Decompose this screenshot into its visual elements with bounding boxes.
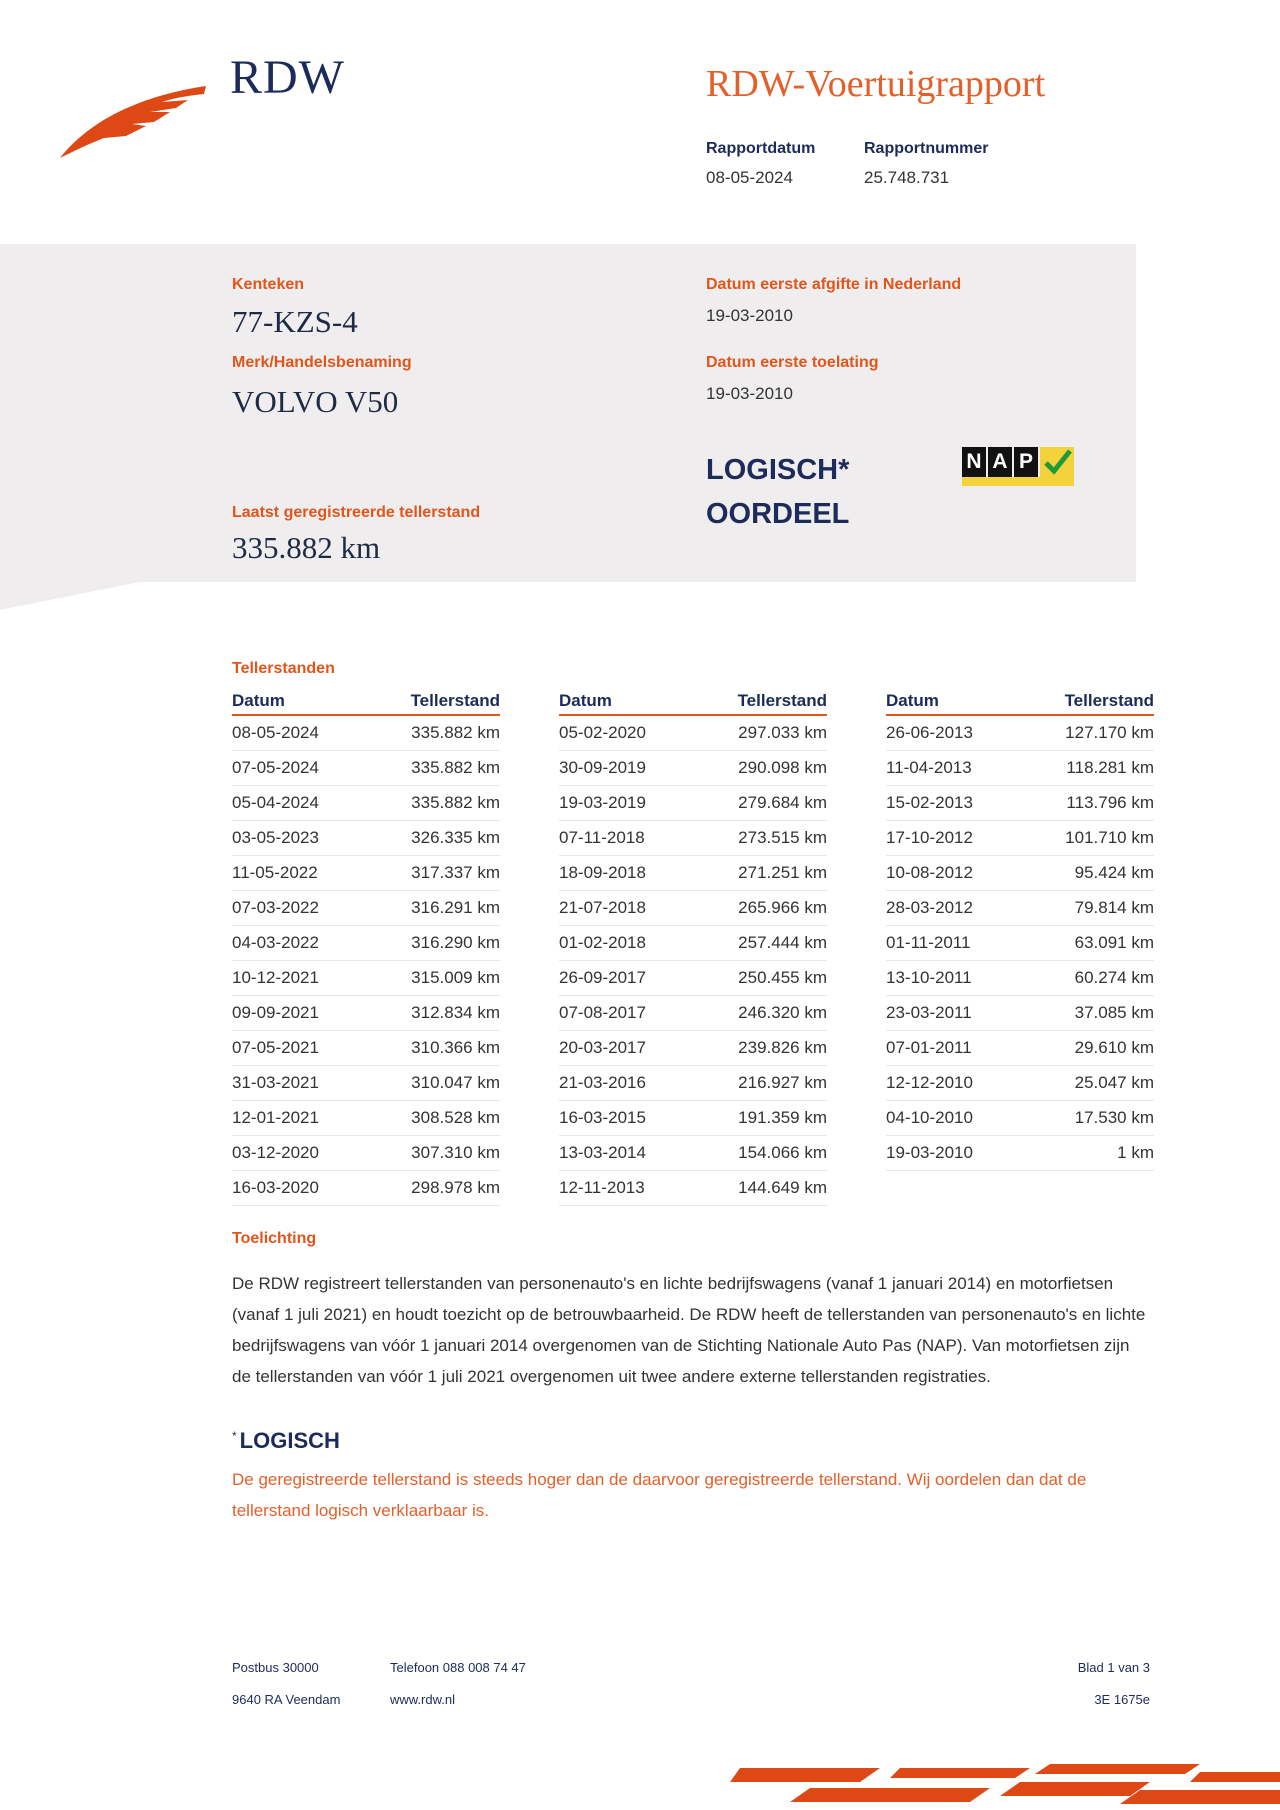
date-header: Datum — [232, 691, 285, 710]
verdict — [706, 448, 849, 536]
reading-km: 216.927 km — [738, 1073, 827, 1092]
first-issue-nl-value: 19-03-2010 — [706, 306, 793, 325]
reading-km: 17.530 km — [1074, 1108, 1154, 1127]
verdict-note-heading: LOGISCH — [239, 1428, 340, 1453]
table-row — [886, 821, 1154, 856]
table-row — [232, 856, 500, 891]
table-row — [232, 751, 500, 786]
reading-km: 307.310 km — [411, 1143, 500, 1162]
table-row — [886, 1101, 1154, 1136]
first-issue-nl-label: Datum eerste afgifte in Nederland — [706, 276, 962, 293]
table-row — [559, 786, 827, 821]
reading-date: 10-12-2021 — [232, 968, 319, 987]
reading-km: 298.978 km — [411, 1178, 500, 1197]
readings-column-1 — [232, 690, 500, 1206]
reading-km: 101.710 km — [1065, 828, 1154, 847]
reading-km: 1 km — [1117, 1143, 1154, 1162]
table-row — [232, 1101, 500, 1136]
reading-km: 257.444 km — [738, 933, 827, 952]
nap-letter: N — [962, 447, 986, 477]
table-row — [886, 996, 1154, 1031]
table-row — [559, 1031, 827, 1066]
odometer-value: 335.882 km — [232, 530, 381, 565]
reading-date: 07-11-2018 — [559, 828, 645, 847]
make-value: VOLVO V50 — [232, 384, 399, 419]
reading-km: 25.047 km — [1074, 1073, 1154, 1092]
plate-value: 77-KZS-4 — [232, 304, 358, 339]
footer-page: Blad 1 van 3 — [1077, 1660, 1150, 1675]
reading-date: 16-03-2015 — [559, 1108, 646, 1127]
table-row — [886, 1031, 1154, 1066]
explanation-title: Toelichting — [232, 1230, 317, 1247]
reading-km: 144.649 km — [738, 1178, 827, 1197]
reading-date: 07-05-2024 — [232, 758, 319, 777]
table-row — [232, 1136, 500, 1171]
reading-date: 16-03-2020 — [232, 1178, 319, 1197]
footer-website[interactable]: www.rdw.nl — [390, 1692, 456, 1707]
table-row — [559, 891, 827, 926]
reading-km: 191.359 km — [738, 1108, 827, 1127]
report-title: RDW-Voertuigrapport — [706, 63, 1046, 105]
table-row — [559, 996, 827, 1031]
reading-date: 13-03-2014 — [559, 1143, 646, 1162]
reading-km: 29.610 km — [1074, 1038, 1154, 1057]
readings-title: Tellerstanden — [232, 660, 335, 677]
reading-date: 26-06-2013 — [886, 723, 973, 742]
reading-date: 21-07-2018 — [559, 898, 646, 917]
reading-km: 273.515 km — [738, 828, 827, 847]
reading-km: 335.882 km — [411, 723, 500, 742]
reading-km: 316.291 km — [411, 898, 500, 917]
verdict-note-title — [232, 1428, 340, 1454]
table-row — [559, 1101, 827, 1136]
footer-code: 3E 1675e — [1094, 1692, 1150, 1707]
reading-km: 290.098 km — [738, 758, 827, 777]
report-date: 08-05-2024 — [706, 168, 793, 187]
reading-date: 01-11-2011 — [886, 933, 971, 952]
readings-header — [232, 690, 500, 716]
nap-letter: P — [1014, 447, 1038, 477]
check-icon — [1040, 447, 1074, 477]
first-admission-label: Datum eerste toelating — [706, 354, 879, 371]
reading-date: 07-05-2021 — [232, 1038, 319, 1057]
table-row — [232, 1031, 500, 1066]
verdict-line2: OORDEEL — [706, 498, 850, 530]
reading-date: 18-09-2018 — [559, 863, 646, 882]
readings-column-3 — [886, 690, 1154, 1171]
report-date-label: Rapportdatum — [706, 140, 816, 157]
explanation-text: De RDW registreert tellerstanden van personenauto's en lichte bedrijfswagens (vanaf 1 januari 2014) en motorfietsen (vanaf 1 juli 2021) en houdt toezicht op de betrouwbaarheid. De RDW heeft de tellerstanden van personenauto's en lichte bedrijfswagens van vóór 1 januari 2014 overgenomen van de Stichting Nationale Auto Pas (NAP). Van motorfietsen zijn de tellerstanden van vóór 1 juli 2021 overgenomen uit twee andere externe tellerstanden registraties. — [232, 1274, 1146, 1386]
decorative-stripes — [730, 1760, 1280, 1810]
table-row — [232, 786, 500, 821]
table-row — [886, 891, 1154, 926]
verdict-note-mark: * — [232, 1428, 237, 1443]
verdict-line1: LOGISCH* — [706, 454, 850, 486]
reading-km: 239.826 km — [738, 1038, 827, 1057]
table-row — [559, 1066, 827, 1101]
table-row — [232, 961, 500, 996]
table-row — [886, 1136, 1154, 1171]
table-row — [886, 786, 1154, 821]
readings-header — [886, 690, 1154, 716]
table-row — [232, 1171, 500, 1206]
table-row — [886, 926, 1154, 961]
reading-km: 95.424 km — [1074, 863, 1154, 882]
reading-km: 297.033 km — [738, 723, 827, 742]
table-row — [559, 961, 827, 996]
date-header: Datum — [886, 691, 939, 710]
reading-date: 04-10-2010 — [886, 1108, 973, 1127]
table-row — [886, 716, 1154, 751]
rdw-logo-icon — [58, 82, 208, 162]
report-number-label: Rapportnummer — [864, 140, 989, 157]
reading-date: 28-03-2012 — [886, 898, 973, 917]
reading-date: 08-05-2024 — [232, 723, 319, 742]
footer-city: 9640 RA Veendam — [232, 1692, 341, 1707]
reading-km: 127.170 km — [1065, 723, 1154, 742]
reading-km: 250.455 km — [738, 968, 827, 987]
logo-text: RDW — [230, 51, 345, 104]
reading-date: 19-03-2010 — [886, 1143, 973, 1162]
table-row — [559, 926, 827, 961]
reading-km: 326.335 km — [411, 828, 500, 847]
verdict-note-text: De geregistreerde tellerstand is steeds hoger dan de daarvoor geregistreerde tellerstand. Wij oordelen dan dat de tellerstand logisch verklaarbaar is. — [232, 1470, 1087, 1520]
reading-date: 30-09-2019 — [559, 758, 646, 777]
reading-date: 12-12-2010 — [886, 1073, 973, 1092]
reading-date: 10-08-2012 — [886, 863, 973, 882]
reading-date: 03-05-2023 — [232, 828, 319, 847]
reading-date: 09-09-2021 — [232, 1003, 319, 1022]
nap-logo — [962, 447, 1074, 487]
table-row — [559, 1171, 827, 1206]
reading-km: 317.337 km — [411, 863, 500, 882]
reading-km: 154.066 km — [738, 1143, 827, 1162]
table-row — [559, 821, 827, 856]
reading-km: 265.966 km — [738, 898, 827, 917]
reading-km: 79.814 km — [1074, 898, 1154, 917]
report-number: 25.748.731 — [864, 168, 950, 187]
date-header: Datum — [559, 691, 612, 710]
reading-date: 07-01-2011 — [886, 1038, 972, 1057]
table-row — [232, 1066, 500, 1101]
reading-km: 246.320 km — [738, 1003, 827, 1022]
reading-date: 11-04-2013 — [886, 758, 972, 777]
readings-header — [559, 690, 827, 716]
reading-date: 26-09-2017 — [559, 968, 646, 987]
table-row — [232, 926, 500, 961]
reading-km: 271.251 km — [738, 863, 827, 882]
reading-km: 63.091 km — [1074, 933, 1154, 952]
odometer-label: Laatst geregistreerde tellerstand — [232, 504, 481, 521]
footer-postbus: Postbus 30000 — [232, 1660, 319, 1675]
reading-date: 23-03-2011 — [886, 1003, 972, 1022]
reading-date: 12-01-2021 — [232, 1108, 319, 1127]
plate-label: Kenteken — [232, 276, 305, 293]
vehicle-summary-panel — [0, 244, 1136, 582]
table-row — [559, 716, 827, 751]
reading-km: 60.274 km — [1074, 968, 1154, 987]
nap-letter: A — [988, 447, 1012, 477]
table-row — [886, 961, 1154, 996]
table-row — [559, 1136, 827, 1171]
table-row — [232, 891, 500, 926]
value-header: Tellerstand — [1064, 691, 1154, 710]
reading-date: 05-04-2024 — [232, 793, 319, 812]
table-row — [232, 716, 500, 751]
reading-km: 335.882 km — [411, 758, 500, 777]
reading-km: 316.290 km — [411, 933, 500, 952]
reading-date: 17-10-2012 — [886, 828, 973, 847]
reading-km: 113.796 km — [1066, 793, 1154, 812]
panel-notch — [0, 582, 140, 610]
reading-km: 310.047 km — [411, 1073, 500, 1092]
table-row — [559, 856, 827, 891]
reading-km: 279.684 km — [738, 793, 827, 812]
reading-date: 03-12-2020 — [232, 1143, 319, 1162]
reading-km: 310.366 km — [411, 1038, 500, 1057]
reading-km: 312.834 km — [411, 1003, 500, 1022]
reading-km: 308.528 km — [411, 1108, 500, 1127]
table-row — [559, 751, 827, 786]
reading-date: 19-03-2019 — [559, 793, 646, 812]
reading-date: 21-03-2016 — [559, 1073, 646, 1092]
reading-date: 12-11-2013 — [559, 1178, 645, 1197]
reading-date: 15-02-2013 — [886, 793, 973, 812]
nap-strip — [962, 477, 1074, 486]
make-label: Merk/Handelsbenaming — [232, 354, 412, 371]
reading-km: 118.281 km — [1066, 758, 1154, 777]
reading-date: 07-03-2022 — [232, 898, 319, 917]
first-admission-value: 19-03-2010 — [706, 384, 793, 403]
reading-date: 01-02-2018 — [559, 933, 646, 952]
readings-column-2 — [559, 690, 827, 1206]
table-row — [232, 996, 500, 1031]
reading-date: 05-02-2020 — [559, 723, 646, 742]
footer-phone: Telefoon 088 008 74 47 — [390, 1660, 526, 1675]
reading-date: 31-03-2021 — [232, 1073, 319, 1092]
reading-date: 07-08-2017 — [559, 1003, 646, 1022]
reading-date: 11-05-2022 — [232, 863, 318, 882]
table-row — [886, 856, 1154, 891]
table-row — [886, 1066, 1154, 1101]
reading-km: 335.882 km — [411, 793, 500, 812]
reading-km: 315.009 km — [411, 968, 500, 987]
table-row — [232, 821, 500, 856]
reading-km: 37.085 km — [1074, 1003, 1154, 1022]
value-header: Tellerstand — [737, 691, 827, 710]
table-row — [886, 751, 1154, 786]
reading-date: 13-10-2011 — [886, 968, 972, 987]
value-header: Tellerstand — [410, 691, 500, 710]
reading-date: 20-03-2017 — [559, 1038, 646, 1057]
reading-date: 04-03-2022 — [232, 933, 319, 952]
